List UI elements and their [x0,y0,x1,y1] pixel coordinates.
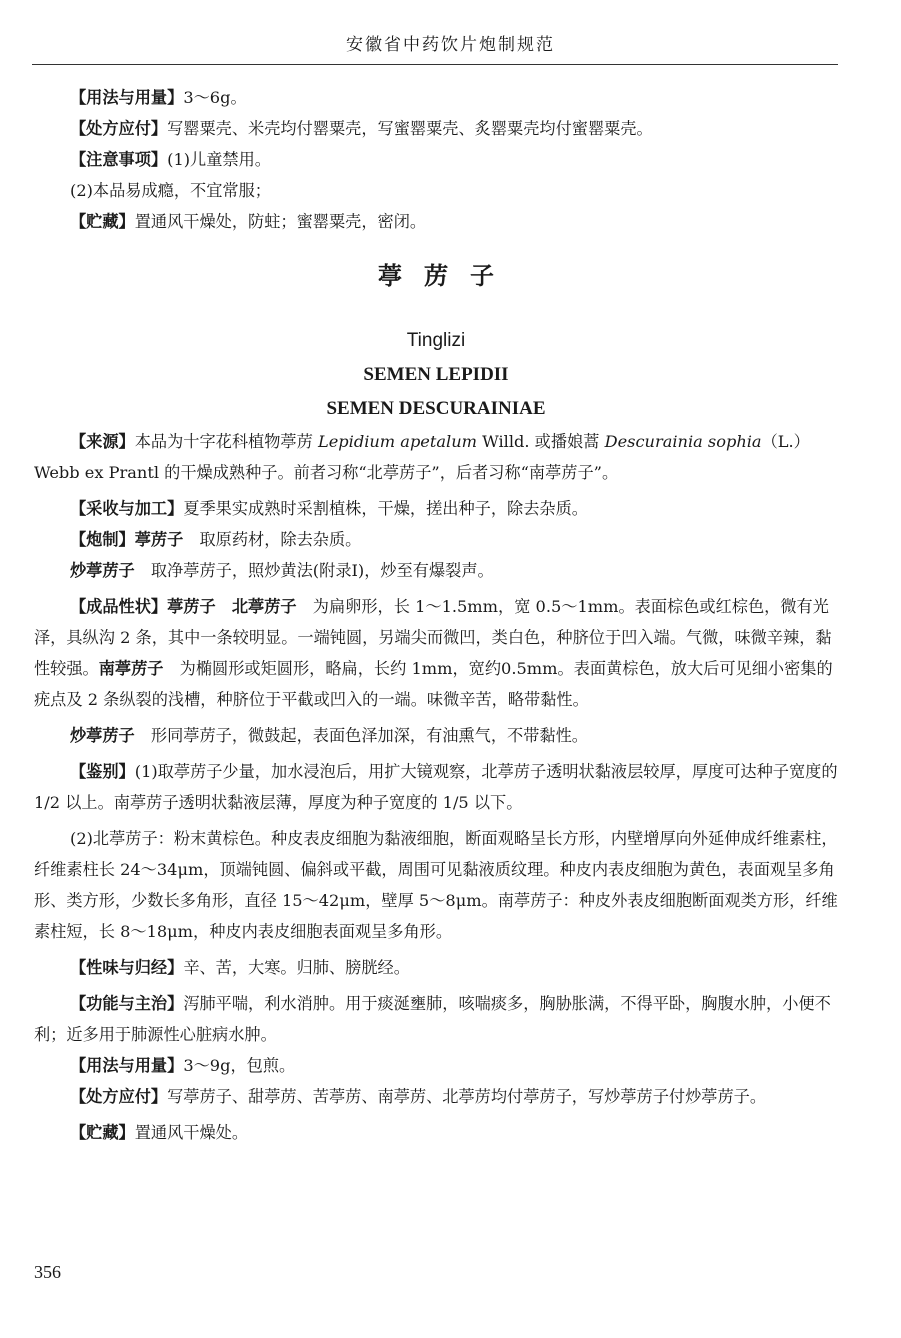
subhead: 炒葶苈子 [70,561,135,580]
text: 泻肺平喘，利水消肿。用于痰涎壅肺，咳喘痰多，胸胁胀满，不得平卧，胸腹水肿，小便不利；近多用于肺源性心脏病水肿。 [34,994,831,1044]
text: 夏季果实成熟时采割植株，干燥，搓出种子，除去杂质。 [183,499,588,518]
harvest-section [34,493,838,524]
prescription-section [34,1081,838,1112]
species-name: Lepidium apetalum [317,432,477,451]
text: 3～6g。 [183,88,247,107]
source-section [34,426,838,488]
text: 置通风干燥处，防蛀；蜜罂粟壳，密闭。 [134,212,427,231]
text: 形同葶苈子，微鼓起，表面色泽加深，有油熏气，不带黏性。 [134,726,588,745]
text: 3～9g，包煎。 [183,1056,296,1075]
storage-section [34,1117,838,1148]
text: 写罂粟壳、米壳均付罂粟壳，写蜜罂粟壳、炙罂粟壳均付蜜罂粟壳。 [167,119,653,138]
character-section [34,591,838,715]
usage-section [34,1050,838,1081]
text: (1)取葶苈子少量，加水浸泡后，用扩大镜观察，北葶苈子透明状黏液层较厚，厚度可达种子宽度的 1/2 以上。南葶苈子透明状黏液层薄，厚度为种子宽度的 1/5 以下。 [34,762,838,812]
text: 取原药材，除去杂质。 [183,530,362,549]
entry-title: 葶苈子 [378,262,516,290]
top-prescription [34,113,838,144]
top-caution [34,144,838,175]
label: 【用法与用量】 [70,1056,184,1075]
label: 【功能与主治】 [70,994,184,1013]
text: 写葶苈子、甜葶苈、苦葶苈、南葶苈、北葶苈均付葶苈子，写炒葶苈子付炒葶苈子。 [167,1087,767,1106]
label: 【处方应付】 [70,119,168,138]
species-name: Descurainia sophia [604,432,762,451]
top-storage [34,206,838,237]
label: 【采收与加工】 [70,499,184,518]
text: 为扁卵形，长 1～1.5mm，宽 0.5～1mm。表面棕色或红棕色，微有光泽，具纵沟 2 条，其中一条较明显。一端钝圆，另端尖而微凹，类白色，种脐位于凹入端。气微，味微辛辣，黏性较强。 [34,597,832,678]
running-header: 安徽省中药饮片炮制规范 [346,35,555,55]
page-body [34,82,838,1148]
top-usage [34,82,838,113]
label: 【性味与归经】 [70,958,184,977]
page-number: 356 [34,1262,61,1282]
header-rule [32,64,838,65]
text: 取净葶苈子，照炒黄法(附录Ⅰ)，炒至有爆裂声。 [134,561,494,580]
top-caution-2: (2)本品易成瘾，不宜常服； [70,181,271,200]
character-fried [34,720,838,751]
identification-2: (2)北葶苈子：粉末黄棕色。种皮表皮细胞为黏液细胞，断面观略呈长方形，内壁增厚向外延伸成纤维素柱，纤维素柱长 24～34μm，顶端钝圆、偏斜或平截，周围可见黏液质纹理。种皮内表皮细胞为黄色，表面观呈多角形、类方形，少数长多角形，直径 15～42μm，壁厚 5～8μm。南葶苈子：种皮外表皮细胞断面观类方形，纤维素柱短，长 8～18μm，种皮内表皮细胞表面观呈多角形。 [34,829,838,941]
text: 本品为十字花科植物葶苈 [134,432,318,451]
label: 【注意事项】 [70,150,168,169]
label: 【贮藏】 [70,1123,135,1142]
label: 【鉴别】 [70,762,135,781]
label: 【炮制】 [70,530,135,549]
label: 【来源】 [70,432,135,451]
label: 【贮藏】 [70,212,135,231]
entry-latin-1: SEMEN LEPIDII [363,364,509,385]
identification-section [34,756,838,818]
label: 【成品性状】 [70,597,168,616]
text: 置通风干燥处。 [134,1123,249,1142]
text: Willd. 或播娘蒿 [477,432,605,451]
label: 【用法与用量】 [70,88,184,107]
processing-section [34,524,838,555]
subhead: 南葶苈子 [98,659,164,678]
subhead: 炒葶苈子 [70,726,135,745]
text: 辛、苦，大寒。归肺、膀胱经。 [183,958,410,977]
subhead: 葶苈子 北葶苈子 [167,597,297,616]
entry-latin-2: SEMEN DESCURAINIAE [326,398,546,419]
processing-fried [34,555,838,586]
function-section [34,988,838,1050]
label: 【处方应付】 [70,1087,168,1106]
subhead: 葶苈子 [134,530,184,549]
nature-section [34,952,838,983]
text: （L.）Webb ex Prantl 的干燥成熟种子。前者习称“北葶苈子”，后者习称“南葶苈子”。 [34,432,810,482]
text: (1)儿童禁用。 [167,150,271,169]
text: 为椭圆形或矩圆形，略扁，长约 1mm，宽约0.5mm。表面黄棕色，放大后可见细小密集的疣点及 2 条纵裂的浅槽，种脐位于平截或凹入的一端。味微辛苦，略带黏性。 [34,659,833,709]
entry-pinyin: Tinglizi [406,330,466,351]
